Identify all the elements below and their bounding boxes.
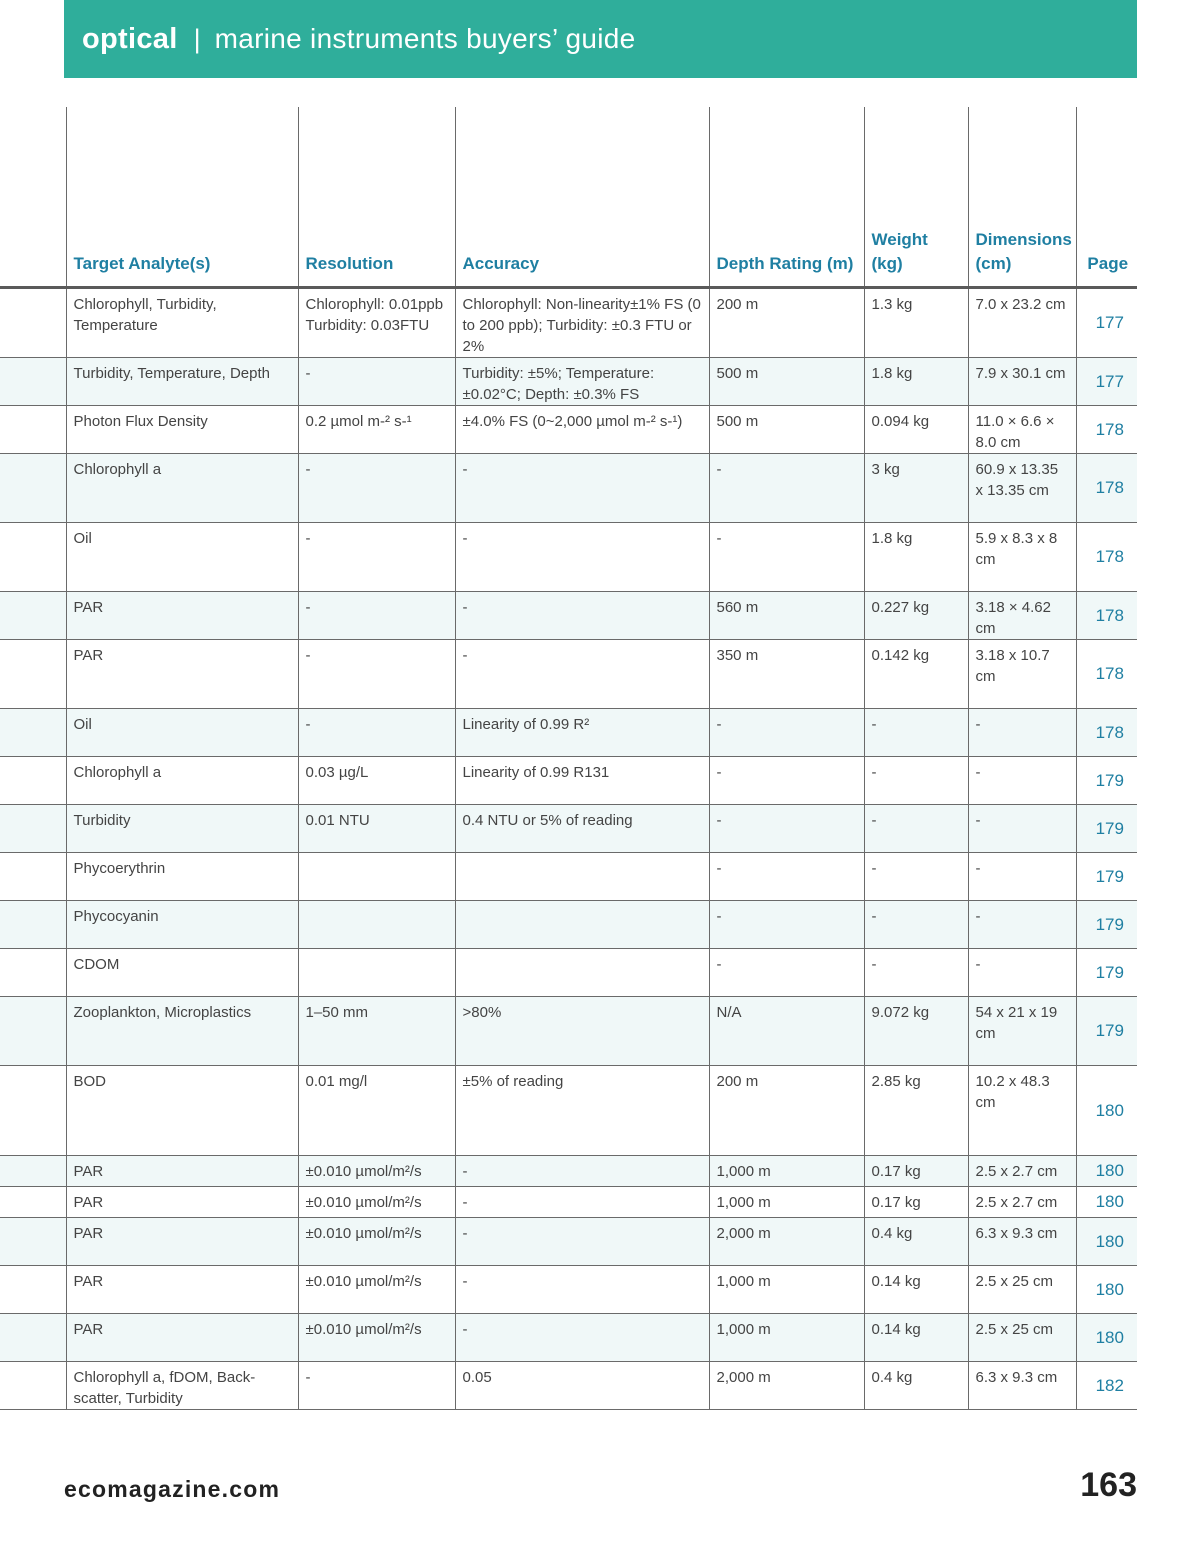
depth-cell: N/A	[709, 996, 864, 1065]
page-link[interactable]: 182	[1076, 1361, 1137, 1409]
analyte-cell: PAR	[66, 1265, 298, 1313]
weight-cell: 0.17 kg	[864, 1186, 968, 1217]
depth-cell: -	[709, 948, 864, 996]
accuracy-cell: -	[455, 591, 709, 639]
table-row	[0, 1361, 1137, 1409]
product-cell	[0, 852, 66, 900]
dimensions-cell: 60.9 x 13.35 x 13.35 cm	[968, 453, 1076, 522]
depth-cell: 2,000 m	[709, 1217, 864, 1265]
depth-cell: 350 m	[709, 639, 864, 708]
dimensions-cell: -	[968, 948, 1076, 996]
page-link[interactable]: 179	[1076, 900, 1137, 948]
accuracy-cell: -	[455, 453, 709, 522]
product-cell	[0, 357, 66, 405]
dimensions-cell: 11.0 × 6.6 × 8.0 cm	[968, 405, 1076, 453]
resolution-cell	[298, 900, 455, 948]
table-row	[0, 1155, 1137, 1186]
dimensions-cell: 10.2 x 48.3 cm	[968, 1065, 1076, 1155]
dimensions-cell: 6.3 x 9.3 cm	[968, 1361, 1076, 1409]
weight-cell: 0.227 kg	[864, 591, 968, 639]
resolution-cell	[298, 852, 455, 900]
product-cell	[0, 287, 66, 357]
dimensions-cell: 54 x 21 x 19 cm	[968, 996, 1076, 1065]
header-depth-rating: Depth Rating (m)	[709, 107, 864, 287]
footer-page-number: 163	[1080, 1466, 1137, 1504]
product-cell	[0, 522, 66, 591]
analyte-cell: Zooplankton, Microplastics	[66, 996, 298, 1065]
resolution-cell: 0.01 mg/l	[298, 1065, 455, 1155]
table-row	[0, 453, 1137, 522]
weight-cell: 2.85 kg	[864, 1065, 968, 1155]
analyte-cell: PAR	[66, 639, 298, 708]
table-row	[0, 405, 1137, 453]
analyte-cell: Oil	[66, 708, 298, 756]
analyte-cell: Photon Flux Density	[66, 405, 298, 453]
weight-cell: -	[864, 804, 968, 852]
resolution-cell: -	[298, 708, 455, 756]
analyte-cell: Phycoerythrin	[66, 852, 298, 900]
page-link[interactable]: 179	[1076, 804, 1137, 852]
analyte-cell: CDOM	[66, 948, 298, 996]
dimensions-cell: -	[968, 708, 1076, 756]
product-cell	[0, 948, 66, 996]
page-link[interactable]: 178	[1076, 639, 1137, 708]
table-header-row	[0, 107, 1137, 287]
header-product	[0, 107, 66, 287]
accuracy-cell: 0.05	[455, 1361, 709, 1409]
page-link[interactable]: 180	[1076, 1265, 1137, 1313]
header-dimensions: Dimensions (cm)	[968, 107, 1076, 287]
depth-cell: 200 m	[709, 1065, 864, 1155]
product-cell	[0, 405, 66, 453]
resolution-cell: 1–50 mm	[298, 996, 455, 1065]
table-row	[0, 1065, 1137, 1155]
table-row	[0, 357, 1137, 405]
table-row	[0, 708, 1137, 756]
page-link[interactable]: 180	[1076, 1313, 1137, 1361]
dimensions-cell: -	[968, 852, 1076, 900]
weight-cell: 0.142 kg	[864, 639, 968, 708]
analyte-cell: Phycocyanin	[66, 900, 298, 948]
dimensions-cell: 3.18 x 10.7 cm	[968, 639, 1076, 708]
resolution-cell: 0.01 NTU	[298, 804, 455, 852]
page-link[interactable]: 179	[1076, 756, 1137, 804]
weight-cell: -	[864, 756, 968, 804]
depth-cell: -	[709, 756, 864, 804]
depth-cell: -	[709, 522, 864, 591]
table-row	[0, 756, 1137, 804]
accuracy-cell: Linearity of 0.99 R²	[455, 708, 709, 756]
accuracy-cell: Linearity of 0.99 R131	[455, 756, 709, 804]
weight-cell: 0.17 kg	[864, 1155, 968, 1186]
accuracy-cell: -	[455, 1265, 709, 1313]
analyte-cell: Chlorophyll a	[66, 453, 298, 522]
analyte-cell: Chlorophyll a	[66, 756, 298, 804]
weight-cell: 1.8 kg	[864, 357, 968, 405]
analyte-cell: PAR	[66, 1313, 298, 1361]
resolution-cell: ±0.010 µmol/m²/s	[298, 1313, 455, 1361]
page-link[interactable]: 179	[1076, 948, 1137, 996]
dimensions-cell: 2.5 x 25 cm	[968, 1265, 1076, 1313]
dimensions-cell: -	[968, 756, 1076, 804]
analyte-cell: Oil	[66, 522, 298, 591]
page-link[interactable]: 178	[1076, 405, 1137, 453]
accuracy-cell	[455, 900, 709, 948]
product-cell	[0, 756, 66, 804]
header-target-analytes: Target Analyte(s)	[66, 107, 298, 287]
resolution-cell: -	[298, 591, 455, 639]
accuracy-cell: Chlorophyll: Non-linearity±1% FS (0 to 200 ppb); Turbidity: ±0.3 FTU or 2%	[455, 287, 709, 357]
accuracy-cell: -	[455, 1186, 709, 1217]
dimensions-cell: 2.5 x 25 cm	[968, 1313, 1076, 1361]
accuracy-cell: 0.4 NTU or 5% of reading	[455, 804, 709, 852]
header-weight: Weight (kg)	[864, 107, 968, 287]
product-cell	[0, 1361, 66, 1409]
product-cell	[0, 1265, 66, 1313]
section-banner	[64, 0, 1137, 78]
product-cell	[0, 708, 66, 756]
accuracy-cell: Turbidity: ±5%; Temperature: ±0.02°C; Depth: ±0.3% FS	[455, 357, 709, 405]
accuracy-cell: >80%	[455, 996, 709, 1065]
header-accuracy: Accuracy	[455, 107, 709, 287]
table-row	[0, 639, 1137, 708]
product-cell	[0, 591, 66, 639]
depth-cell: 2,000 m	[709, 1361, 864, 1409]
table-row	[0, 1217, 1137, 1265]
page-link[interactable]: 178	[1076, 708, 1137, 756]
accuracy-cell: -	[455, 1217, 709, 1265]
page-link[interactable]: 178	[1076, 522, 1137, 591]
table-row	[0, 996, 1137, 1065]
table-row	[0, 1186, 1137, 1217]
depth-cell: -	[709, 852, 864, 900]
page-link[interactable]: 180	[1076, 1186, 1137, 1217]
weight-cell: 1.3 kg	[864, 287, 968, 357]
weight-cell: -	[864, 948, 968, 996]
dimensions-cell: 3.18 × 4.62 cm	[968, 591, 1076, 639]
accuracy-cell: -	[455, 639, 709, 708]
weight-cell: -	[864, 708, 968, 756]
table-row	[0, 804, 1137, 852]
resolution-cell: -	[298, 357, 455, 405]
resolution-cell: 0.2 µmol m-² s-¹	[298, 405, 455, 453]
accuracy-cell: -	[455, 1155, 709, 1186]
dimensions-cell: 7.9 x 30.1 cm	[968, 357, 1076, 405]
page-link[interactable]: 177	[1076, 357, 1137, 405]
title-separator: |	[193, 23, 201, 54]
page-link[interactable]: 179	[1076, 852, 1137, 900]
guide-subtitle: marine instruments buyers’ guide	[214, 23, 636, 54]
product-cell	[0, 900, 66, 948]
dimensions-cell: -	[968, 900, 1076, 948]
dimensions-cell: 2.5 x 2.7 cm	[968, 1186, 1076, 1217]
resolution-cell: ±0.010 µmol/m²/s	[298, 1155, 455, 1186]
table-row	[0, 900, 1137, 948]
table-row	[0, 287, 1137, 357]
table-row	[0, 1313, 1137, 1361]
table-row	[0, 591, 1137, 639]
dimensions-cell: -	[968, 804, 1076, 852]
depth-cell: 1,000 m	[709, 1265, 864, 1313]
depth-cell: 200 m	[709, 287, 864, 357]
depth-cell: 500 m	[709, 357, 864, 405]
weight-cell: -	[864, 900, 968, 948]
weight-cell: 0.4 kg	[864, 1361, 968, 1409]
product-cell	[0, 1155, 66, 1186]
product-cell	[0, 453, 66, 522]
accuracy-cell	[455, 852, 709, 900]
product-cell	[0, 1186, 66, 1217]
analyte-cell: Turbidity	[66, 804, 298, 852]
weight-cell: 1.8 kg	[864, 522, 968, 591]
table-row	[0, 948, 1137, 996]
resolution-cell	[298, 948, 455, 996]
header-page: Page	[1076, 107, 1137, 287]
section-title: optical	[82, 22, 178, 55]
resolution-cell: -	[298, 453, 455, 522]
page-link[interactable]: 180	[1076, 1217, 1137, 1265]
dimensions-cell: 2.5 x 2.7 cm	[968, 1155, 1076, 1186]
resolution-cell: -	[298, 1361, 455, 1409]
resolution-cell: -	[298, 639, 455, 708]
resolution-cell: Chlorophyll: 0.01ppb Turbidity: 0.03FTU	[298, 287, 455, 357]
accuracy-cell	[455, 948, 709, 996]
analyte-cell: Chlorophyll a, fDOM, Back-scatter, Turbidity	[66, 1361, 298, 1409]
product-cell	[0, 1065, 66, 1155]
dimensions-cell: 6.3 x 9.3 cm	[968, 1217, 1076, 1265]
weight-cell: 0.14 kg	[864, 1313, 968, 1361]
weight-cell: 0.14 kg	[864, 1265, 968, 1313]
accuracy-cell: -	[455, 1313, 709, 1361]
analyte-cell: PAR	[66, 591, 298, 639]
weight-cell: 0.094 kg	[864, 405, 968, 453]
accuracy-cell: -	[455, 522, 709, 591]
depth-cell: 1,000 m	[709, 1313, 864, 1361]
depth-cell: 1,000 m	[709, 1155, 864, 1186]
weight-cell: 9.072 kg	[864, 996, 968, 1065]
resolution-cell: ±0.010 µmol/m²/s	[298, 1217, 455, 1265]
resolution-cell: ±0.010 µmol/m²/s	[298, 1186, 455, 1217]
instruments-table	[0, 107, 1137, 1410]
analyte-cell: BOD	[66, 1065, 298, 1155]
product-cell	[0, 996, 66, 1065]
weight-cell: -	[864, 852, 968, 900]
resolution-cell: ±0.010 µmol/m²/s	[298, 1265, 455, 1313]
depth-cell: 1,000 m	[709, 1186, 864, 1217]
page-link[interactable]: 179	[1076, 996, 1137, 1065]
analyte-cell: PAR	[66, 1155, 298, 1186]
analyte-cell: Chlorophyll, Turbidity, Temperature	[66, 287, 298, 357]
page-link[interactable]: 177	[1076, 287, 1137, 357]
resolution-cell: 0.03 µg/L	[298, 756, 455, 804]
dimensions-cell: 5.9 x 8.3 x 8 cm	[968, 522, 1076, 591]
table-row	[0, 852, 1137, 900]
analyte-cell: PAR	[66, 1217, 298, 1265]
depth-cell: 560 m	[709, 591, 864, 639]
depth-cell: -	[709, 804, 864, 852]
page-link[interactable]: 178	[1076, 591, 1137, 639]
resolution-cell: -	[298, 522, 455, 591]
table-row	[0, 1265, 1137, 1313]
table-row	[0, 522, 1137, 591]
page-link[interactable]: 180	[1076, 1065, 1137, 1155]
dimensions-cell: 7.0 x 23.2 cm	[968, 287, 1076, 357]
page-link[interactable]: 180	[1076, 1155, 1137, 1186]
page-link[interactable]: 178	[1076, 453, 1137, 522]
analyte-cell: PAR	[66, 1186, 298, 1217]
footer-website: ecomagazine.com	[64, 1476, 281, 1502]
weight-cell: 3 kg	[864, 453, 968, 522]
accuracy-cell: ±5% of reading	[455, 1065, 709, 1155]
product-cell	[0, 1217, 66, 1265]
product-cell	[0, 639, 66, 708]
depth-cell: 500 m	[709, 405, 864, 453]
header-resolution: Resolution	[298, 107, 455, 287]
weight-cell: 0.4 kg	[864, 1217, 968, 1265]
depth-cell: -	[709, 900, 864, 948]
table-body	[0, 287, 1137, 1409]
product-cell	[0, 804, 66, 852]
analyte-cell: Turbidity, Temperature, Depth	[66, 357, 298, 405]
product-cell	[0, 1313, 66, 1361]
accuracy-cell: ±4.0% FS (0~2,000 µmol m-² s-¹)	[455, 405, 709, 453]
depth-cell: -	[709, 453, 864, 522]
depth-cell: -	[709, 708, 864, 756]
